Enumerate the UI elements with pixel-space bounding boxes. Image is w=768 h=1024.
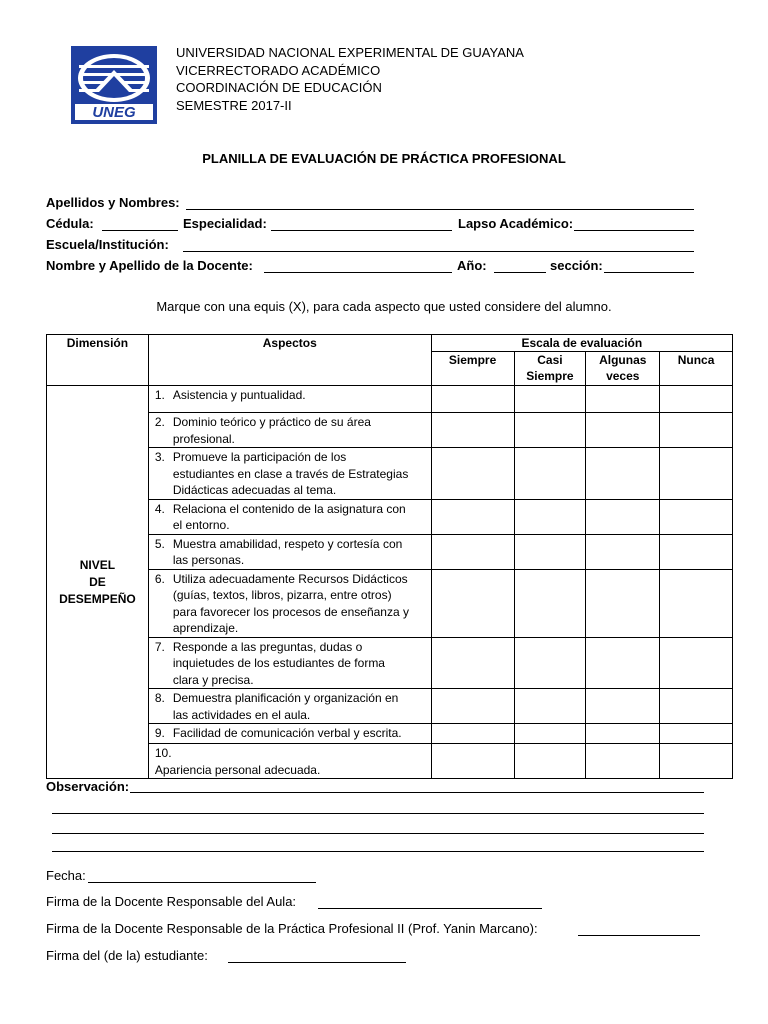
aspect-text: [173, 387, 425, 404]
header-algunas-veces: Algunas veces: [586, 352, 660, 386]
aspect-text: [173, 690, 425, 723]
dimension-text: DESEMPEÑO: [59, 591, 136, 606]
aspect-text: [173, 501, 425, 534]
aspect-rows: [47, 386, 733, 779]
aspect-number: 7.: [154, 639, 165, 654]
firma-aula-label: Firma de la Docente Responsable del Aula:: [46, 894, 297, 909]
dimension-text: DE: [89, 574, 106, 589]
escuela-label: Escuela/Institución:: [46, 237, 169, 252]
header-escala: Escala de evaluación: [431, 335, 732, 352]
seccion-label: sección:: [550, 258, 603, 273]
mark-cell-algunas-veces[interactable]: [586, 448, 660, 500]
aspect-row: [47, 744, 733, 779]
row-cedula: [46, 216, 706, 237]
aspect-number: 3.: [154, 450, 165, 464]
aspect-text-line: profesional.: [172, 431, 235, 446]
mark-cell-nunca[interactable]: [660, 637, 733, 689]
aspect-row: [47, 689, 733, 724]
mark-cell-nunca[interactable]: [660, 744, 733, 779]
observacion-label: Observación:: [46, 779, 130, 794]
aspect-number: 10.: [154, 746, 172, 760]
aspect-text: [173, 414, 425, 447]
aspect-text-line: Didácticas adecuadas al tema.: [172, 483, 337, 497]
aspect-text-line: Asistencia y puntualidad.: [172, 388, 306, 402]
header-dimension: Dimensión: [47, 335, 149, 386]
mark-cell-casi-siempre[interactable]: [514, 386, 586, 413]
mark-cell-casi-siempre[interactable]: [514, 744, 586, 779]
header-line-2: VICERRECTORADO ACADÉMICO: [176, 62, 381, 78]
anio-field[interactable]: [494, 272, 546, 273]
mark-cell-algunas-veces[interactable]: [586, 386, 660, 413]
aspect-cell: [148, 499, 431, 534]
cedula-field[interactable]: [102, 230, 178, 231]
aspect-cell: [148, 744, 431, 779]
firma-practica-field[interactable]: [578, 935, 700, 936]
anio-label: Año:: [457, 258, 487, 273]
lapso-field[interactable]: [574, 230, 694, 231]
aspect-number: 6.: [154, 571, 165, 586]
aspect-text-line: Relaciona el contenido de la asignatura con: [172, 501, 406, 516]
apellidos-field[interactable]: [186, 209, 694, 210]
mark-cell-siempre[interactable]: [431, 413, 514, 448]
apellidos-label: Apellidos y Nombres:: [46, 195, 180, 210]
row-escuela: [46, 237, 706, 258]
aspect-row: [47, 637, 733, 689]
aspect-text-line: Utiliza adecuadamente Recursos Didácticos: [172, 571, 408, 586]
mark-cell-nunca[interactable]: [660, 689, 733, 724]
aspect-number: 9.: [154, 726, 165, 740]
aspect-row: [47, 499, 733, 534]
mark-cell-algunas-veces[interactable]: [586, 724, 660, 744]
cedula-label: Cédula:: [46, 216, 94, 231]
aspect-text-line: Facilidad de comunicación verbal y escrita.: [172, 726, 402, 740]
aspect-number: 5.: [154, 536, 165, 551]
observacion-line-1[interactable]: [130, 792, 704, 793]
mark-cell-algunas-veces[interactable]: [586, 534, 660, 569]
lapso-label: Lapso Académico:: [458, 216, 574, 231]
mark-cell-nunca[interactable]: [660, 499, 733, 534]
observacion-line-3[interactable]: [52, 833, 704, 834]
uneg-logo: [71, 46, 157, 124]
mark-cell-nunca[interactable]: [660, 534, 733, 569]
mark-cell-casi-siempre[interactable]: [514, 413, 586, 448]
aspect-cell: [148, 534, 431, 569]
aspect-text-line: estudiantes en clase a través de Estrategias: [172, 466, 409, 481]
instruction-text: Marque con una equis (X), para cada aspecto que usted considere del alumno.: [156, 299, 612, 314]
aspect-text: [173, 639, 425, 689]
aspect-text-line: Responde a las preguntas, dudas o: [172, 639, 363, 654]
aspect-text-line: inquietudes de los estudiantes de forma: [172, 656, 385, 670]
observacion-line-2[interactable]: [52, 813, 704, 814]
mark-cell-siempre[interactable]: [431, 724, 514, 744]
especialidad-field[interactable]: [271, 230, 452, 231]
row-docente: [46, 258, 706, 279]
docente-field[interactable]: [264, 272, 452, 273]
aspect-cell: [148, 724, 431, 744]
aspect-cell: [148, 569, 431, 637]
mark-cell-casi-siempre[interactable]: [514, 534, 586, 569]
aspect-text-line: las personas.: [172, 553, 245, 567]
aspect-text-line: Demuestra planificación y organización en: [172, 691, 399, 705]
mark-cell-siempre[interactable]: [431, 386, 514, 413]
aspect-text-line: (guías, textos, libros, pizarra, entre otros): [172, 588, 392, 602]
aspect-cell: [148, 689, 431, 724]
mark-cell-algunas-veces[interactable]: [586, 569, 660, 637]
aspect-number: 1.: [154, 388, 165, 402]
mark-cell-algunas-veces[interactable]: [586, 413, 660, 448]
firma-estudiante-field[interactable]: [228, 962, 406, 963]
aspect-cell: [148, 413, 431, 448]
mark-cell-siempre[interactable]: [431, 534, 514, 569]
institution-header: [176, 44, 524, 114]
header-siempre: Siempre: [431, 352, 514, 386]
mark-cell-siempre[interactable]: [431, 569, 514, 637]
mark-cell-nunca[interactable]: [660, 569, 733, 637]
header-line-4: SEMESTRE 2017-II: [176, 97, 292, 113]
header-line-3: COORDINACIÓN DE EDUCACIÓN: [176, 80, 382, 95]
mark-cell-casi-siempre[interactable]: [514, 448, 586, 500]
mark-cell-algunas-veces[interactable]: [586, 499, 660, 534]
aspect-text: [173, 449, 425, 499]
aspect-row: [47, 569, 733, 637]
mark-cell-siempre[interactable]: [431, 637, 514, 689]
escuela-field[interactable]: [183, 251, 694, 252]
form-title: PLANILLA DE EVALUACIÓN DE PRÁCTICA PROFESIONAL: [202, 151, 566, 166]
mark-cell-casi-siempre[interactable]: [514, 689, 586, 724]
mark-cell-nunca[interactable]: [660, 386, 733, 413]
aspect-text-line: aprendizaje.: [172, 621, 239, 635]
mark-cell-siempre[interactable]: [431, 689, 514, 724]
aspect-text-line: Apariencia personal adecuada.: [154, 762, 321, 777]
row-apellidos: [46, 195, 706, 216]
docente-label: Nombre y Apellido de la Docente:: [46, 258, 253, 273]
header-casi-siempre: Casi Siempre: [514, 352, 586, 386]
aspect-number: 2.: [154, 415, 165, 429]
firma-practica-label: Firma de la Docente Responsable de la Práctica Profesional II (Prof. Yanin Marcano):: [46, 921, 538, 936]
header-aspectos: Aspectos: [148, 335, 431, 386]
aspect-text: [173, 725, 425, 742]
aspect-number: 4.: [154, 501, 165, 516]
aspect-text: [173, 571, 425, 637]
aspect-text-line: Promueve la participación de los: [172, 450, 347, 464]
logo-text: UNEG: [92, 104, 136, 121]
mark-cell-algunas-veces[interactable]: [586, 744, 660, 779]
dimension-cell: [47, 386, 149, 779]
mark-cell-casi-siempre[interactable]: [514, 724, 586, 744]
firma-estudiante-label: Firma del (de la) estudiante:: [46, 948, 208, 963]
aspect-text-line: para favorecer los procesos de enseñanza y: [172, 604, 409, 619]
aspect-text-line: clara y precisa.: [172, 672, 254, 687]
mark-cell-siempre[interactable]: [431, 448, 514, 500]
student-info-form: [46, 195, 706, 279]
firma-aula-field[interactable]: [318, 908, 542, 909]
aspect-row: [47, 534, 733, 569]
observacion-line-4[interactable]: [52, 851, 704, 852]
aspect-row: [47, 724, 733, 744]
aspect-cell: [148, 386, 431, 413]
mark-cell-algunas-veces[interactable]: [586, 689, 660, 724]
dimension-text: NIVEL: [79, 557, 116, 572]
especialidad-label: Especialidad:: [183, 216, 267, 231]
aspect-text-line: el entorno.: [172, 518, 230, 532]
aspect-number: 8.: [154, 691, 165, 705]
mark-cell-siempre[interactable]: [431, 744, 514, 779]
mark-cell-nunca[interactable]: [660, 448, 733, 500]
fecha-field[interactable]: [88, 882, 316, 883]
aspect-cell: [148, 448, 431, 500]
aspect-cell: [148, 637, 431, 689]
aspect-text-line: Dominio teórico y práctico de su área: [172, 415, 371, 429]
fecha-label: Fecha:: [46, 868, 86, 883]
aspect-row: [47, 386, 733, 413]
aspect-text-line: Muestra amabilidad, respeto y cortesía con: [172, 536, 403, 551]
aspect-row: [47, 413, 733, 448]
aspect-row: [47, 448, 733, 500]
mark-cell-casi-siempre[interactable]: [514, 637, 586, 689]
seccion-field[interactable]: [604, 272, 694, 273]
mark-cell-algunas-veces[interactable]: [586, 637, 660, 689]
mark-cell-siempre[interactable]: [431, 499, 514, 534]
aspect-text: [173, 536, 425, 569]
aspect-text: [155, 762, 407, 779]
aspect-text-line: las actividades en el aula.: [172, 707, 311, 722]
mark-cell-nunca[interactable]: [660, 413, 733, 448]
mark-cell-casi-siempre[interactable]: [514, 499, 586, 534]
header-nunca: Nunca: [660, 352, 733, 386]
evaluation-table: [46, 334, 733, 779]
mark-cell-nunca[interactable]: [660, 724, 733, 744]
header-line-1: UNIVERSIDAD NACIONAL EXPERIMENTAL DE GUAYANA: [176, 45, 524, 60]
mark-cell-casi-siempre[interactable]: [514, 569, 586, 637]
